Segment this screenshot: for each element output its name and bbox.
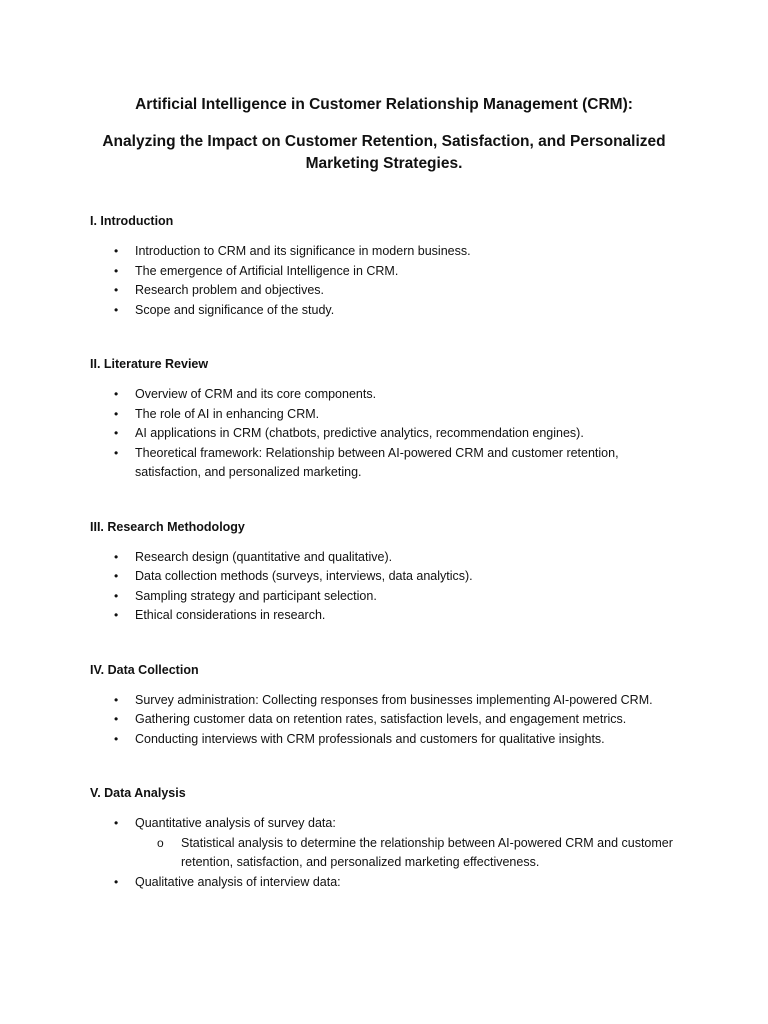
- section-data-collection: [90, 662, 678, 750]
- bullet-icon: •: [114, 244, 119, 258]
- document-subtitle: Analyzing the Impact on Customer Retention, Satisfaction, and Personalized Marketing Strategies.: [102, 133, 666, 172]
- list-item-text: Survey administration: Collecting responses from businesses implementing AI-powered CRM.: [135, 692, 653, 707]
- list-item: [90, 606, 678, 626]
- list-item: [90, 567, 678, 587]
- list-item: [90, 301, 678, 321]
- section-heading: V. Data Analysis: [90, 786, 186, 800]
- bullet-icon: •: [114, 874, 119, 889]
- section-heading: III. Research Methodology: [90, 519, 245, 534]
- list-item-text: The emergence of Artificial Intelligence in CRM.: [135, 263, 399, 278]
- list-item-text: Quantitative analysis of survey data:: [135, 816, 336, 830]
- list-item-text: Scope and significance of the study.: [135, 302, 335, 317]
- section-introduction: [90, 213, 678, 320]
- sub-bullet-icon: o: [157, 835, 164, 850]
- section-heading: I. Introduction: [90, 214, 174, 228]
- list-item-text: Gathering customer data on retention rates, satisfaction levels, and engagement metrics.: [135, 712, 627, 726]
- bullet-icon: •: [114, 263, 119, 278]
- bullet-icon: •: [114, 283, 119, 297]
- list-item-text: Sampling strategy and participant selection.: [135, 588, 377, 603]
- bullet-icon: •: [114, 426, 119, 440]
- list-item-text: Overview of CRM and its core components.: [135, 387, 377, 401]
- sub-bullet-list: [135, 834, 678, 873]
- bullet-icon: •: [114, 692, 119, 707]
- bullet-icon: •: [114, 569, 119, 583]
- bullet-icon: •: [114, 608, 119, 622]
- list-item: [90, 242, 678, 262]
- list-item: [90, 281, 678, 301]
- bullet-list: [90, 242, 678, 320]
- bullet-icon: •: [114, 549, 119, 564]
- bullet-icon: •: [114, 406, 119, 421]
- list-item-text: Introduction to CRM and its significance in modern business.: [135, 244, 471, 258]
- list-item: [90, 385, 678, 405]
- bullet-icon: •: [114, 712, 119, 726]
- list-item-text: Theoretical framework: Relationship between AI-powered CRM and customer retention, satisfaction, and personalized marketing.: [135, 445, 619, 479]
- list-item-text: The role of AI in enhancing CRM.: [135, 406, 320, 421]
- section-data-analysis: [90, 785, 678, 892]
- bullet-icon: •: [114, 387, 119, 401]
- list-item-text: Research problem and objectives.: [135, 283, 324, 297]
- list-item: [90, 730, 678, 750]
- list-item: [90, 873, 678, 893]
- section-heading: IV. Data Collection: [90, 662, 199, 677]
- list-item: [90, 587, 678, 607]
- list-item: [90, 444, 678, 483]
- list-item: [90, 814, 678, 873]
- list-item-text: AI applications in CRM (chatbots, predictive analytics, recommendation engines).: [135, 426, 584, 440]
- list-item: [90, 710, 678, 730]
- bullet-list: [90, 814, 678, 892]
- list-item-text: Qualitative analysis of interview data:: [135, 874, 341, 889]
- bullet-list: [90, 385, 678, 483]
- section-heading: II. Literature Review: [90, 357, 209, 371]
- list-item-text: Data collection methods (surveys, interviews, data analytics).: [135, 569, 473, 583]
- bullet-icon: •: [114, 588, 119, 603]
- sub-list-item: [135, 834, 678, 873]
- list-item: [90, 424, 678, 444]
- section-literature-review: [90, 356, 678, 483]
- bullet-list: [90, 548, 678, 626]
- list-item-text: Research design (quantitative and qualitative).: [135, 549, 393, 564]
- list-item-text: Conducting interviews with CRM professionals and customers for qualitative insights.: [135, 731, 605, 746]
- list-item: [90, 262, 678, 282]
- bullet-icon: •: [114, 731, 119, 746]
- list-item: [90, 548, 678, 568]
- list-item: [90, 405, 678, 425]
- bullet-list: [90, 691, 678, 750]
- bullet-icon: •: [114, 445, 119, 460]
- list-item: [90, 691, 678, 711]
- bullet-icon: •: [114, 302, 119, 317]
- section-research-methodology: [90, 519, 678, 626]
- sub-list-item-text: Statistical analysis to determine the relationship between AI-powered CRM and customer retention, satisfaction, and personalized marketing effectiveness.: [181, 835, 673, 869]
- bullet-icon: •: [114, 816, 119, 830]
- document-title: Artificial Intelligence in Customer Relationship Management (CRM):: [135, 96, 633, 113]
- list-item-text: Ethical considerations in research.: [135, 608, 326, 622]
